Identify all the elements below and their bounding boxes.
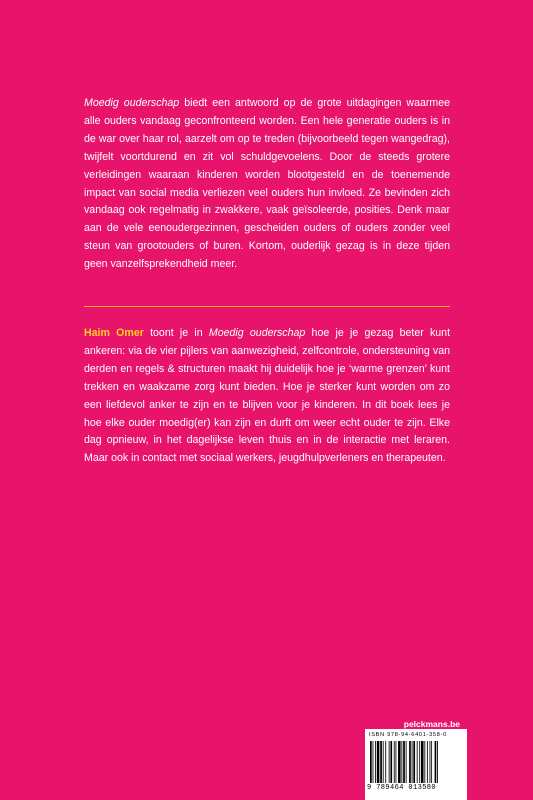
description-paragraph (84, 95, 450, 274)
isbn-label: ISBN 978-94-6401-358-0 (369, 732, 447, 738)
author-text-after: hoe je je gezag beter kunt ankeren: via de vier pijlers van aanwezigheid, zelfcontrole, ondersteuning van derden en regels & structuren maakt hij duidelijk hoe je ‘warme grenzen’ kunt trekken en waakzame zorg kunt bieden. Hoe je sterker kunt worden om zo een liefdevol anker te zijn en te blijven voor je kinderen. In dit boek lees je hoe elke ouder moedig(er) kan zijn en durft om weer echt ouder te zijn. Elke dag opnieuw, in het dagelijkse leven thuis en in de interactie met leraren. Maar ook in contact met sociaal werkers, jeugdhulpverleners en therapeuten. (84, 327, 451, 465)
book-title-italic: Moedig ouderschap (84, 97, 180, 109)
author-name: Haim Omer (84, 327, 144, 339)
barcode-icon (369, 741, 463, 783)
barcode-digits: 9 789464 013580 (367, 784, 437, 792)
author-text-before: toont je in (143, 327, 209, 339)
publisher-url: pelckmans.be (403, 719, 460, 729)
divider-line (84, 306, 450, 307)
isbn-barcode (365, 729, 467, 800)
book-title-italic-2: Moedig ouderschap (208, 327, 306, 339)
author-paragraph (84, 325, 450, 468)
description-text: biedt een antwoord op de grote uitdagingen waarmee alle ouders vandaag geconfronteerd worden. Een hele generatie ouders is in de war over haar rol, aarzelt om op te treden (bijvoorbeeld tegen wangedrag), twijfelt voortdurend en zit vol schuldgevoelens. Door de steeds grotere verleidingen waaraan kinderen worden blootgesteld en de toenemende impact van social media verliezen veel ouders hun invloed. Ze bevinden zich vandaag ook regelmatig in zwakkere, vaak geïsoleerde, posities. Denk maar aan de vele eenoudergezinnen, gescheiden ouders of ouders zonder veel steun van grootouders of buren. Kortom, ouderlijk gezag is in deze tijden geen vanzelfsprekendheid meer. (84, 97, 451, 271)
